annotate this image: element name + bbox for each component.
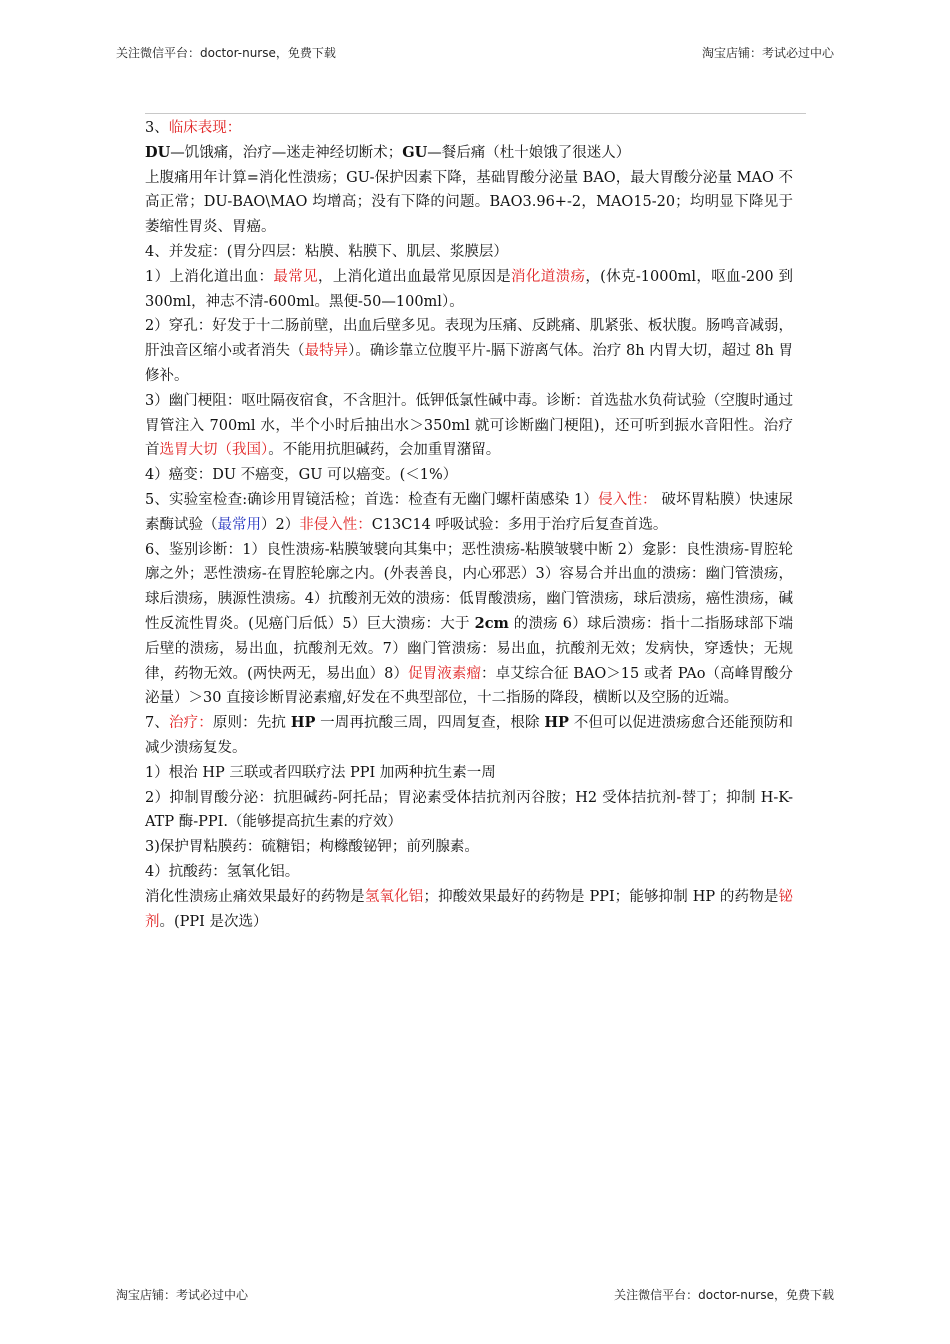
highlight-red-text: 侵入性： bbox=[598, 491, 657, 508]
body-text: 不但可以促进溃疡愈合还能预防和减少溃疡复发。 bbox=[145, 715, 794, 756]
body-text: 4）抗酸药：氢氧化铝。 bbox=[145, 863, 300, 880]
bold-text: HP bbox=[290, 714, 316, 732]
body-text: 7、 bbox=[145, 715, 169, 732]
highlight-red-text: 氢氧化铝 bbox=[364, 888, 424, 905]
highlight-red-text: 非侵入性： bbox=[299, 516, 372, 533]
highlight-blue-text: 最常用 bbox=[217, 516, 261, 533]
body-text: 4、并发症：(胃分四层：粘膜、粘膜下、肌层、浆膜层） bbox=[145, 243, 508, 260]
paragraph bbox=[145, 141, 793, 166]
paragraph bbox=[145, 265, 793, 315]
paragraph bbox=[145, 860, 793, 885]
body-text: ；抑酸效果最好的药物是 PPI；能够抑制 HP 的药物是 bbox=[423, 888, 779, 905]
document-body bbox=[145, 116, 793, 934]
body-text: 1）上消化道出血： bbox=[145, 268, 274, 285]
body-text: 6、鉴别诊断：1）良性溃疡-粘膜皱襞向其集中；恶性溃疡-粘膜皱襞中断 2）龛影：良性溃疡-胃腔轮廓之外；恶性溃疡-在胃腔轮廓之内。(外表善良，内心邪恶）3）容易合并出血的溃疡：幽门管溃疡，球后溃疡，胰源性溃疡。4）抗酸剂无效的溃疡：低胃酸溃疡，幽门管溃疡，球后溃疡，癌性溃疡，碱性反流性胃炎。(见癌门后低）5）巨大溃疡：大于 bbox=[145, 541, 793, 632]
paragraph bbox=[145, 761, 793, 786]
body-text: ，上消化道出血最常见原因是 bbox=[317, 268, 512, 285]
body-text: ：卓艾综合征 BAO＞15 或者 PAo（高峰胃酸分泌量）＞30 直接诊断胃泌素瘤,好发在不典型部位，十二指肠的降段，横断以及空肠的近端。 bbox=[145, 665, 793, 707]
paragraph bbox=[145, 885, 793, 935]
highlight-red-text: 铋剂 bbox=[145, 888, 794, 930]
body-text: 。(PPI 是次选） bbox=[159, 913, 268, 930]
body-text: 上腹痛用年计算=消化性溃疡；GU-保护因素下降，基础胃酸分泌量 BAO，最大胃酸分泌量 MAO 不高正常；DU-BAO\MAO 均增高；没有下降的问题。BAO3.96+-2，MAO15-20；均明显下降见于萎缩性胃炎、胃癌。 bbox=[145, 169, 793, 236]
highlight-red-text: 选胃大切（我国） bbox=[159, 442, 269, 459]
body-text: 。不能用抗胆碱药，会加重胃潴留。 bbox=[268, 442, 501, 459]
paragraph bbox=[145, 116, 793, 141]
highlight-red-text: 促胃液素瘤 bbox=[408, 665, 482, 682]
body-text: C13C14 呼吸试验：多用于治疗后复查首选。 bbox=[371, 516, 668, 533]
paragraph bbox=[145, 240, 793, 265]
body-text: 4）癌变：DU 不癌变，GU 可以癌变。(＜1%） bbox=[145, 467, 458, 484]
highlight-red-text: 最常见 bbox=[273, 268, 318, 285]
paragraph bbox=[145, 711, 793, 761]
bold-text: HP bbox=[544, 714, 569, 732]
body-text: 原则：先抗 bbox=[212, 715, 291, 732]
footer-wechat-text: 关注微信平台：doctor-nurse，免费下载 bbox=[614, 1288, 834, 1302]
paragraph bbox=[145, 314, 793, 388]
body-text: 3、 bbox=[145, 120, 169, 136]
header-divider bbox=[145, 113, 806, 114]
paragraph bbox=[145, 538, 793, 712]
body-text: 2）穿孔：好发于十二肠前壁，出血后壁多见。表现为压痛、反跳痛、肌紧张、板状腹。肠鸣音减弱，肝浊音区缩小或者消失（ bbox=[145, 318, 793, 360]
body-text: 一周再抗酸三周，四周复查，根除 bbox=[315, 715, 545, 732]
body-text: —饥饿痛，治疗—迷走神经切断术； bbox=[170, 144, 403, 161]
footer-shop-text: 淘宝店铺：考试必过中心 bbox=[116, 1288, 249, 1302]
body-text: ）。确诊靠立位腹平片-膈下游离气体。治疗 8h 内胃大切，超过 8h 胃修补。 bbox=[145, 343, 794, 384]
body-text: 3）幽门梗阻：呕吐隔夜宿食，不含胆汁。低钾低氯性碱中毒。诊断：首选盐水负荷试验（空腹时通过胃管注入 700ml 水，半个小时后抽出水＞350ml 就可诊断幽门梗阻)，还可听到振水音阳性。治疗首 bbox=[145, 392, 793, 459]
header-wechat-text: 关注微信平台：doctor-nurse，免费下载 bbox=[116, 46, 336, 60]
paragraph bbox=[145, 463, 793, 488]
paragraph bbox=[145, 786, 793, 836]
body-text: ）2） bbox=[261, 516, 300, 533]
body-text: 5、实验室检查:确诊用胃镜活检；首选：检查有无幽门螺杆菌感染 1） bbox=[145, 491, 599, 508]
paragraph bbox=[145, 389, 793, 463]
body-text: 3)保护胃粘膜药：硫糖铝；枸橼酸铋钾；前列腺素。 bbox=[145, 839, 479, 856]
body-text: 的溃疡 6）球后溃疡：指十二指肠球部下端后壁的溃疡，易出血，抗酸剂无效。7）幽门管溃疡：易出血，抗酸剂无效；发病快，穿透快；无规律，药物无效。(两快两无，易出血）8） bbox=[145, 615, 793, 682]
highlight-red-text: 临床表现： bbox=[168, 120, 242, 136]
body-text: 消化性溃疡止痛效果最好的药物是 bbox=[145, 888, 365, 905]
header-shop-text: 淘宝店铺：考试必过中心 bbox=[701, 46, 834, 60]
body-text: —餐后痛（杜十娘饿了很迷人） bbox=[427, 144, 631, 161]
paragraph bbox=[145, 166, 793, 240]
highlight-red-text: 消化道溃疡 bbox=[511, 268, 586, 285]
paragraph bbox=[145, 835, 793, 860]
body-text: 2）抑制胃酸分泌：抗胆碱药-阿托品；胃泌素受体拮抗剂丙谷胺；H2 受体拮抗剂-替丁；抑制 H-K-ATP 酶-PPI.（能够提高抗生素的疗效） bbox=[145, 789, 793, 831]
body-text: 1）根治 HP 三联或者四联疗法 PPI 加两种抗生素一周 bbox=[145, 764, 496, 781]
bold-text: 2cm bbox=[474, 614, 509, 632]
highlight-red-text: 最特异 bbox=[304, 343, 349, 360]
paragraph bbox=[145, 488, 793, 538]
body-text: 破坏胃粘膜）快速尿素酶试验（ bbox=[145, 491, 793, 533]
highlight-red-text: 治疗： bbox=[169, 715, 213, 732]
body-text: ，(休克-1000ml，呕血-200 到 300ml，神志不清-600ml。黑便-50—100ml）。 bbox=[145, 268, 794, 310]
bold-text: DU bbox=[145, 143, 171, 161]
bold-text: GU bbox=[402, 143, 428, 161]
